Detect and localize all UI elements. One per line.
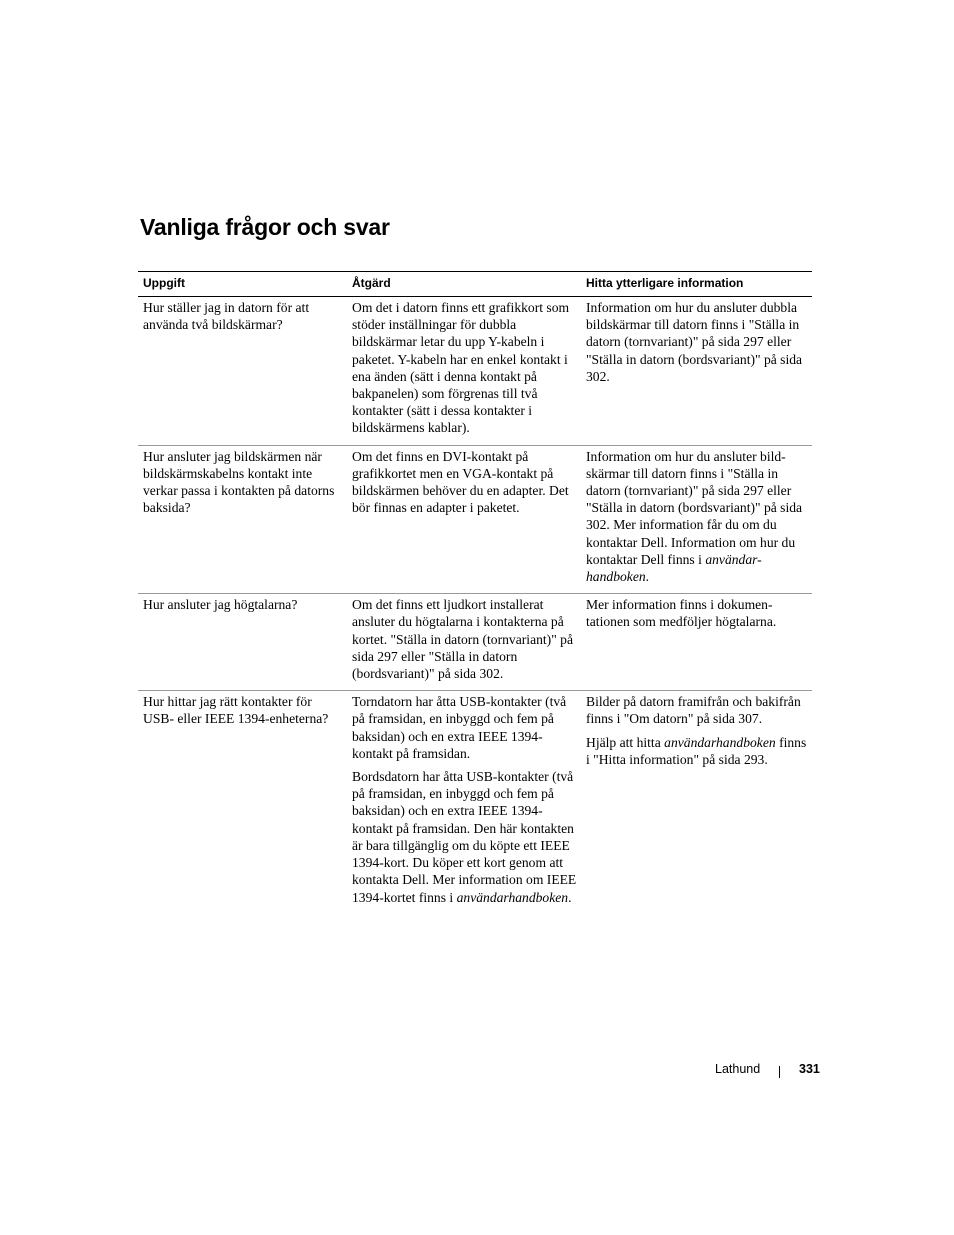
info-text: Hjälp att hitta	[586, 734, 661, 750]
table-row	[138, 445, 812, 594]
footer-divider	[779, 1066, 780, 1078]
table-row	[138, 691, 812, 914]
page-number: 331	[799, 1062, 820, 1076]
manual-reference: användar- handboken	[586, 551, 762, 585]
info-cell	[581, 445, 812, 594]
action-cell: Om det i datorn finns ett grafikkort som stöder inställningar för dubbla bildskärmar letar du upp Y-kabeln i paketet. Y-kabeln har en enkel kontakt i ena änden (sätt i denna kontakt på bakpanelen) som förgrenas till två kontakter (sätt i dessa kontakter i bildskärmens kablar).	[347, 297, 581, 446]
faq-table	[138, 271, 812, 914]
action-paragraph-tower: Torndatorn har åtta USB-kontakter (två på framsidan, en inbyggd och fem på baksidan) och en extra IEEE 1394- kontakt på framsidan.	[352, 694, 567, 761]
info-text-end: finns i "Hitta information" på sida 293.	[586, 734, 807, 767]
action-text: Bordsdatorn har åtta USB-kontakter (två på framsidan, en inbyggd och fem på baksidan) och en extra IEEE 1394- kontakt på framsidan. Den här kontakten är bara tillgänglig om du köpte ett IEEE 1394-kort. Du köper ett kort genom att kontakta Dell. Mer information om IEEE 1394-kortet finns i	[352, 769, 577, 905]
info-cell	[581, 691, 812, 914]
table-row	[138, 594, 812, 691]
manual-reference: användarhandboken	[456, 889, 569, 905]
page-footer	[700, 1062, 820, 1082]
table-header-row	[138, 272, 812, 297]
action-text-end: .	[568, 889, 572, 905]
column-header-action: Åtgärd	[347, 272, 581, 297]
info-paragraph-images: Bilder på datorn framifrån och bakifrån finns i "Om datorn" på sida 307.	[586, 694, 801, 727]
action-paragraph-desktop	[352, 768, 577, 906]
table-row	[138, 297, 812, 446]
column-header-more-info: Hitta ytterligare information	[581, 272, 812, 297]
info-text: Information om hur du ansluter bild- skärmar till datorn finns i "Ställa in datorn (tornvariant)" på sida 297 eller "Ställa in datorn (bordsvariant)" på sida 302. Mer information får du om du kontaktar Dell. Information om hur du kontaktar Dell finns i	[586, 448, 803, 567]
task-cell: Hur ansluter jag högtalarna?	[138, 594, 347, 691]
manual-reference: användarhandboken	[664, 734, 776, 750]
info-cell: Information om hur du ansluter dubbla bildskärmar till datorn finns i "Ställa in datorn (tornvariant)" på sida 297 eller "Ställa in datorn (bordsvariant)" på sida 302.	[581, 297, 812, 446]
task-cell: Hur ställer jag in datorn för att använda två bildskärmar?	[138, 297, 347, 446]
page-title: Vanliga frågor och svar	[140, 214, 390, 240]
task-cell: Hur ansluter jag bildskärmen när bildskärmskabelns kontakt inte verkar passa i kontakten på datorns baksida?	[138, 445, 347, 594]
footer-label: Lathund	[715, 1062, 761, 1076]
column-header-task: Uppgift	[138, 272, 347, 297]
action-cell: Om det finns en DVI-kontakt på grafikkortet men en VGA-kontakt på bildskärmen behöver du en adapter. Det bör finnas en adapter i paketet.	[347, 445, 581, 594]
info-text-end: .	[645, 569, 650, 585]
task-cell: Hur hittar jag rätt kontakter för USB- eller IEEE 1394-enheterna?	[143, 694, 329, 727]
action-cell	[347, 691, 581, 914]
info-cell: Mer information finns i dokumen- tationen som medföljer högtalarna.	[581, 594, 812, 691]
action-cell: Om det finns ett ljudkort installerat ansluter du högtalarna i kontakterna på kortet. "Ställa in datorn (tornvariant)" på sida 297 eller "Ställa in datorn (bordsvariant)" på sida 302.	[347, 594, 581, 691]
info-paragraph-help	[586, 734, 808, 768]
